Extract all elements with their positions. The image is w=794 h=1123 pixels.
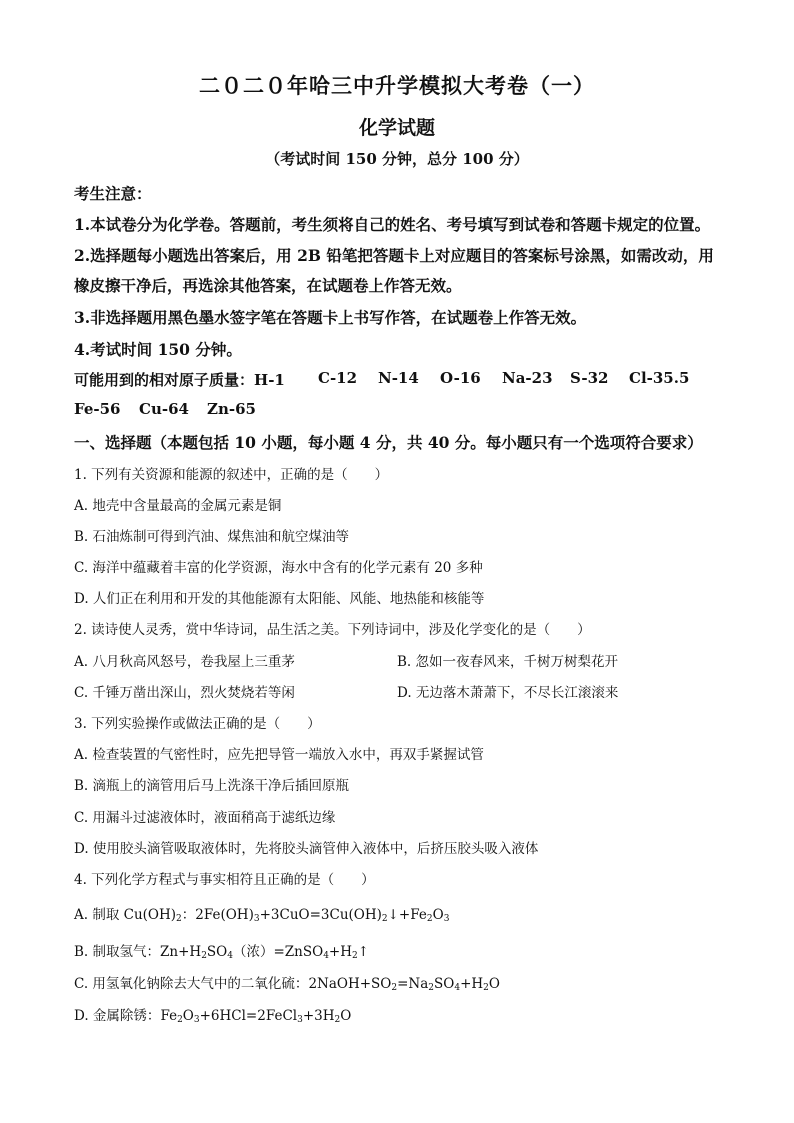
- notice-item-2: 2.选择题每小题选出答案后，用 2B 铅笔把答题卡上对应题目的答案标号涂黑，如需改动，用: [74, 246, 714, 265]
- q4-option-b: B. 制取氢气：$Zn+H_2SO_4$（浓）$=ZnSO_4+H_2↑$: [74, 944, 370, 961]
- atomic-mass-s: S-32: [570, 369, 609, 387]
- q2-option-a: A. 八月秋高风怒号，卷我屋上三重茅: [74, 654, 295, 670]
- notice-item-2-continued: 橡皮擦干净后，再选涂其他答案，在试题卷上作答无效。: [74, 276, 462, 295]
- atomic-mass-n: N-14: [378, 369, 419, 387]
- notice-item-4: 4.考试时间 150 分钟。: [74, 340, 242, 359]
- q3-stem: 3. 下列实验操作或做法正确的是（ ）: [74, 716, 321, 732]
- atomic-mass-cl: Cl-35.5: [629, 369, 690, 387]
- q4-option-c-label: C. 用氢氧化钠除去大气中的二氧化硫：: [74, 976, 309, 992]
- subject-title: 化学试题: [358, 117, 435, 139]
- q4-option-d: D. 金属除锈：$Fe_2O_3+6HCl=2FeCl_3+3H_2O$: [74, 1008, 352, 1025]
- q2-option-c: C. 千锤万凿出深山，烈火焚烧若等闲: [74, 685, 295, 701]
- atomic-mass-label: [74, 369, 285, 390]
- q4-option-b-label: B. 制取氢气：: [74, 944, 161, 960]
- atomic-mass-zn: Zn-65: [207, 400, 256, 418]
- q1-option-c: C. 海洋中蕴藏着丰富的化学资源，海水中含有的化学元素有 20 多种: [74, 560, 483, 576]
- q3-option-b: B. 滴瓶上的滴管用后马上洗涤干净后插回原瓶: [74, 778, 350, 794]
- atomic-mass-cu: Cu-64: [139, 400, 189, 418]
- notice-heading: 考生注意：: [74, 184, 152, 203]
- q1-option-b: B. 石油炼制可得到汽油、煤焦油和航空煤油等: [74, 529, 350, 545]
- q4-option-a-label: A. 制取 Cu(OH): [74, 907, 177, 923]
- q1-stem: 1. 下列有关资源和能源的叙述中，正确的是（ ）: [74, 467, 389, 483]
- q4-option-c: C. 用氢氧化钠除去大气中的二氧化硫：$2NaOH+SO_2=Na_2SO_4+H_2O$: [74, 976, 500, 993]
- notice-item-3: 3.非选择题用黑色墨水签字笔在答题卡上书写作答，在试题卷上作答无效。: [74, 308, 587, 327]
- atomic-mass-fe: Fe-56: [74, 400, 121, 418]
- time-info: （考试时间 150 分钟，总分 100 分）: [265, 150, 529, 168]
- q1-option-d: D. 人们正在利用和开发的其他能源有太阳能、风能、地热能和核能等: [74, 591, 485, 607]
- atomic-mass-label-text: 可能用到的相对原子质量：: [74, 371, 255, 389]
- atomic-mass-c: C-12: [318, 369, 358, 387]
- notice-item-1: 1.本试卷分为化学卷。答题前，考生须将自己的姓名、考号填写到试卷和答题卡规定的位置。: [74, 215, 711, 234]
- q2-option-b: B. 忽如一夜春风来，千树万树梨花开: [397, 654, 619, 670]
- q2-option-d: D. 无边落木萧萧下，不尽长江滚滚来: [397, 685, 619, 701]
- exam-title: 二０二０年哈三中升学模拟大考卷（一）: [199, 73, 595, 98]
- atomic-mass-o: O-16: [440, 369, 481, 387]
- atomic-mass-na: Na-23: [502, 369, 553, 387]
- q3-option-c: C. 用漏斗过滤液体时，液面稍高于滤纸边缘: [74, 810, 336, 826]
- q4-stem: 4. 下列化学方程式与事实相符且正确的是（ ）: [74, 872, 375, 888]
- q3-option-d: D. 使用胶头滴管吸取液体时，先将胶头滴管伸入液体中，后挤压胶头吸入液体: [74, 841, 539, 857]
- q4-option-a: A. 制取 $Cu(OH)_2$：$2Fe(OH)_3+3CuO=3Cu(OH)_2↓+Fe_2O_3$: [74, 907, 450, 924]
- q1-option-a: A. 地壳中含量最高的金属元素是铜: [74, 498, 282, 514]
- atomic-mass-h: H-1: [254, 371, 285, 389]
- section-heading: 一、选择题（本题包括 10 小题，每小题 4 分，共 40 分。每小题只有一个选项符合要求）: [74, 433, 703, 452]
- q4-option-b-condition: （浓）: [232, 944, 274, 960]
- q3-option-a: A. 检查装置的气密性时，应先把导管一端放入水中，再双手紧握试管: [74, 747, 484, 763]
- q2-stem: 2. 读诗使人灵秀，赏中华诗词，品生活之美。下列诗词中，涉及化学变化的是（ ）: [74, 622, 591, 638]
- q4-option-d-label: D. 金属除锈：: [74, 1008, 161, 1024]
